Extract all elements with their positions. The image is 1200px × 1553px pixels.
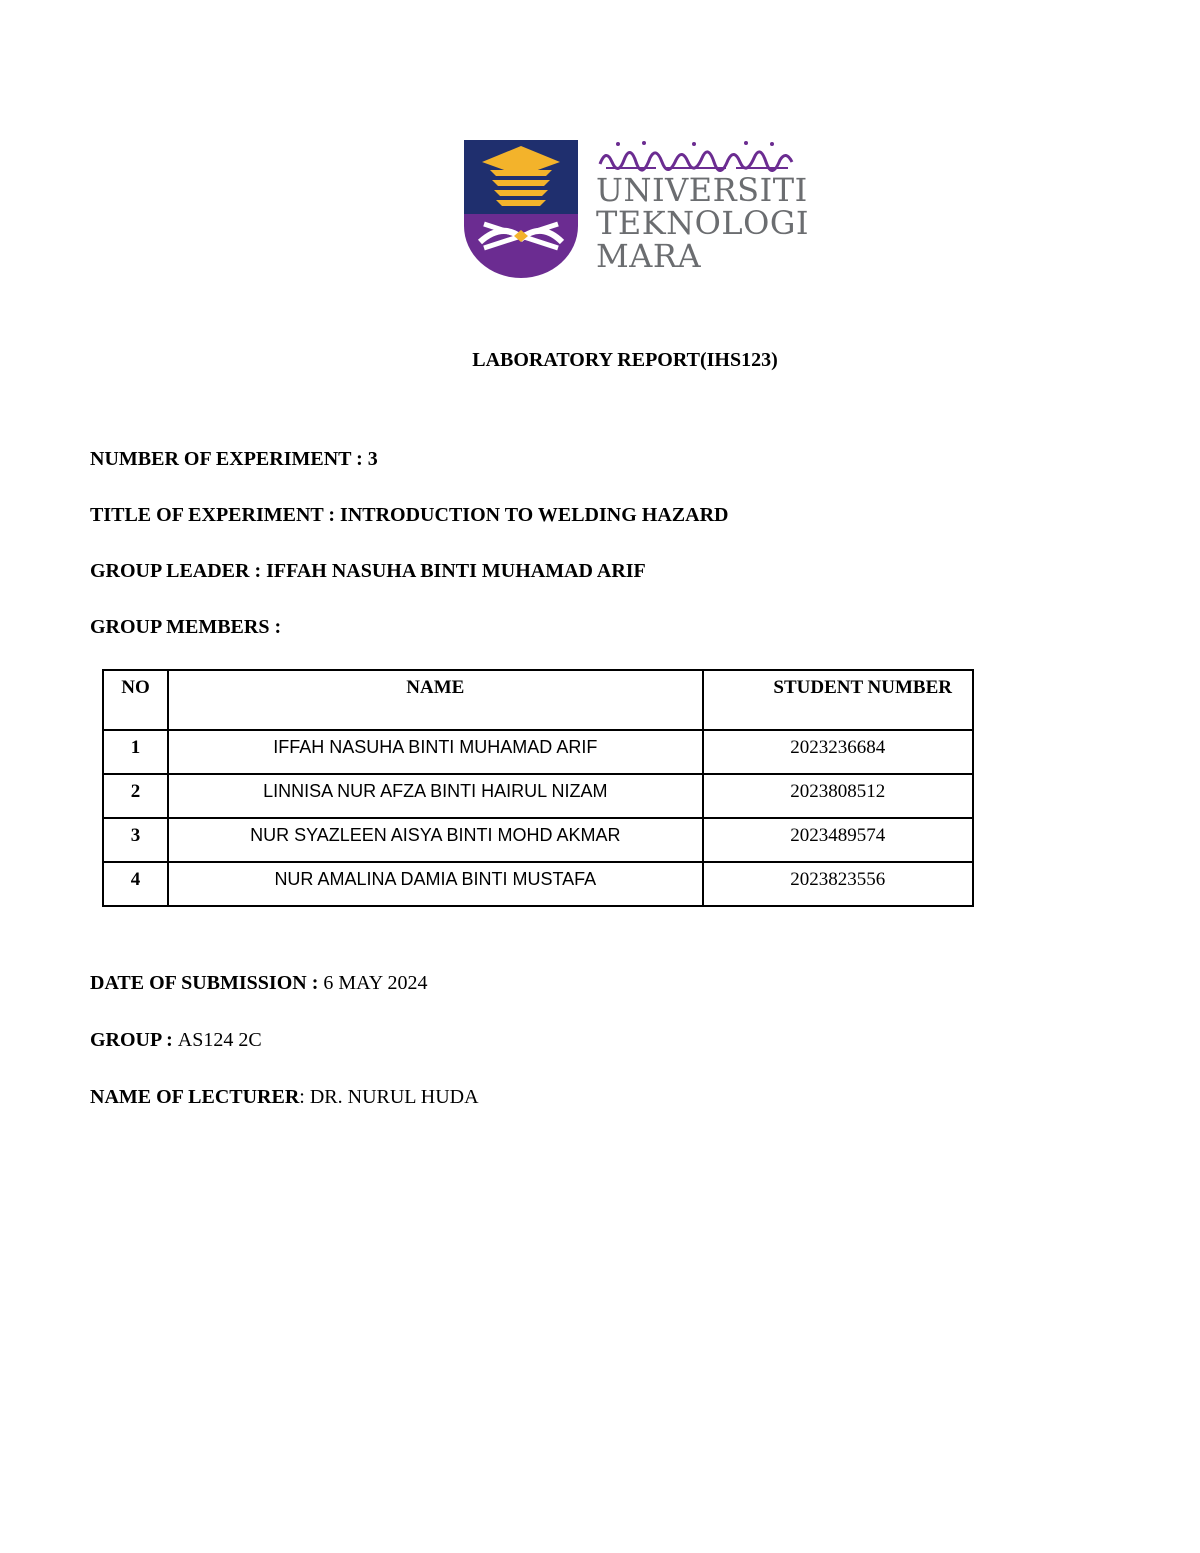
university-name-logotype: [596, 171, 810, 275]
row-name: IFFAH NASUHA BINTI MUHAMAD ARIF: [168, 730, 703, 774]
row-name: NUR AMALINA DAMIA BINTI MUSTAFA: [168, 862, 703, 906]
header-student-number: STUDENT NUMBER: [703, 670, 973, 730]
header-name: NAME: [168, 670, 703, 730]
row-no: 4: [103, 862, 168, 906]
experiment-title-value: INTRODUCTION TO WELDING HAZARD: [340, 504, 729, 526]
row-student-number: 2023808512: [703, 774, 973, 818]
row-student-number: 2023489574: [703, 818, 973, 862]
date-of-submission: [90, 972, 427, 995]
table-row: [103, 730, 973, 774]
logo-line-3: MARA: [596, 237, 702, 275]
experiment-number: [90, 448, 378, 471]
date-of-submission-value: 6 MAY 2024: [323, 972, 428, 994]
experiment-title-label: TITLE OF EXPERIMENT :: [90, 504, 341, 526]
lecturer-value: : DR. NURUL HUDA: [299, 1086, 479, 1108]
group-value: AS124 2C: [177, 1029, 262, 1051]
row-student-number: 2023823556: [703, 862, 973, 906]
row-student-number: 2023236684: [703, 730, 973, 774]
group-members-heading: GROUP MEMBERS :: [90, 616, 282, 638]
logo-line-2: TEKNOLOGI: [596, 204, 810, 242]
lecturer: [90, 1086, 479, 1109]
row-no: 2: [103, 774, 168, 818]
logo-line-1: UNIVERSITI: [596, 171, 808, 209]
experiment-number-label: NUMBER OF EXPERIMENT :: [90, 448, 368, 470]
group: [90, 1029, 262, 1052]
row-no: 1: [103, 730, 168, 774]
table-row: [103, 862, 973, 906]
row-name: NUR SYAZLEEN AISYA BINTI MOHD AKMAR: [168, 818, 703, 862]
group-leader-label: GROUP LEADER :: [90, 560, 267, 582]
date-of-submission-label: DATE OF SUBMISSION :: [90, 972, 324, 994]
table-row: [103, 818, 973, 862]
group-label: GROUP :: [90, 1029, 178, 1051]
experiment-number-value: 3: [367, 448, 378, 470]
uitm-crest-icon: [462, 138, 580, 280]
experiment-title: [90, 504, 728, 527]
row-no: 3: [103, 818, 168, 862]
table-header-row: [103, 670, 973, 730]
table-row: [103, 774, 973, 818]
group-leader-value: IFFAH NASUHA BINTI MUHAMAD ARIF: [266, 560, 646, 582]
group-members-table: [102, 669, 974, 907]
university-logo: [462, 138, 810, 280]
group-leader: [90, 560, 646, 583]
jawi-script-logotype: [596, 138, 796, 174]
report-title: LABORATORY REPORT(IHS123): [472, 349, 778, 371]
row-name: LINNISA NUR AFZA BINTI HAIRUL NIZAM: [168, 774, 703, 818]
lecturer-label: NAME OF LECTURER: [90, 1086, 300, 1108]
header-no: NO: [103, 670, 168, 730]
